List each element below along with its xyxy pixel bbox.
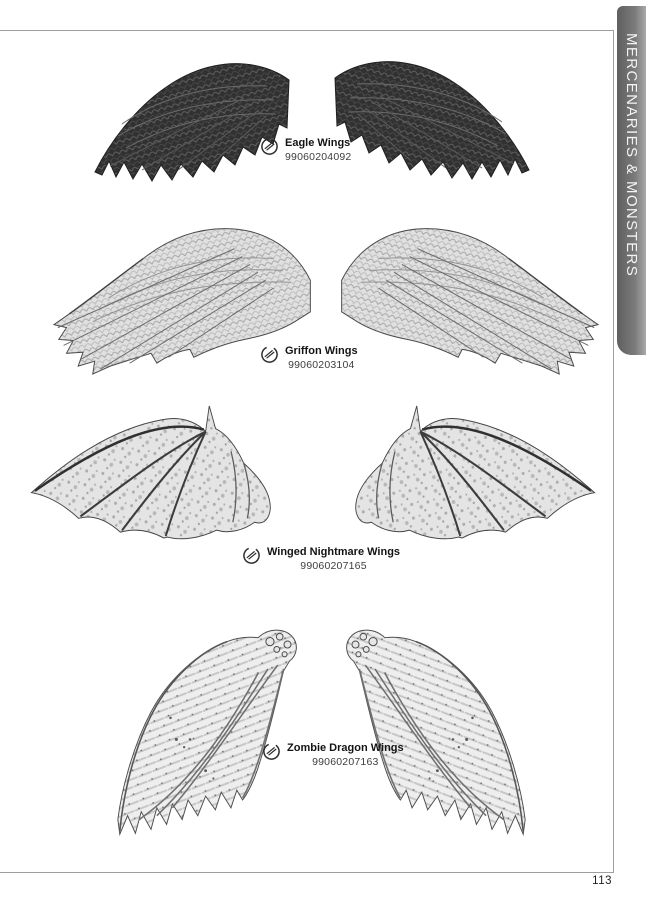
winged-nightmare-wing-right-image — [346, 402, 600, 540]
section-tab — [617, 6, 646, 355]
product-name: Zombie Dragon Wings — [287, 742, 404, 754]
metal-symbol-icon — [260, 345, 279, 364]
zombie-dragon-wing-right-image — [336, 624, 531, 844]
product-code: 99060207163 — [312, 755, 379, 768]
metal-symbol-icon — [260, 137, 279, 156]
griffon-wing-right-image — [330, 219, 602, 377]
metal-symbol-icon — [242, 546, 261, 565]
winged-nightmare-wing-left-image — [26, 402, 280, 540]
product-code: 99060203104 — [288, 358, 355, 371]
eagle-wing-left-image — [92, 58, 292, 198]
product-label-eagle-wings — [260, 137, 351, 163]
section-tab-label: MERCENARIES & MONSTERS — [623, 33, 640, 278]
eagle-wing-right-image — [332, 56, 532, 196]
product-name: Griffon Wings — [285, 345, 358, 357]
product-label-zombie-dragon-wings — [262, 742, 404, 768]
zombie-dragon-wing-left-image — [112, 624, 307, 844]
product-label-griffon-wings — [260, 345, 358, 371]
product-label-winged-nightmare-wings — [242, 546, 400, 572]
product-name: Eagle Wings — [285, 137, 351, 149]
product-code: 99060204092 — [285, 150, 352, 163]
product-name: Winged Nightmare Wings — [267, 546, 401, 558]
page-number: 113 — [592, 875, 612, 887]
product-code: 99060207165 — [300, 559, 367, 572]
metal-symbol-icon — [262, 742, 281, 761]
